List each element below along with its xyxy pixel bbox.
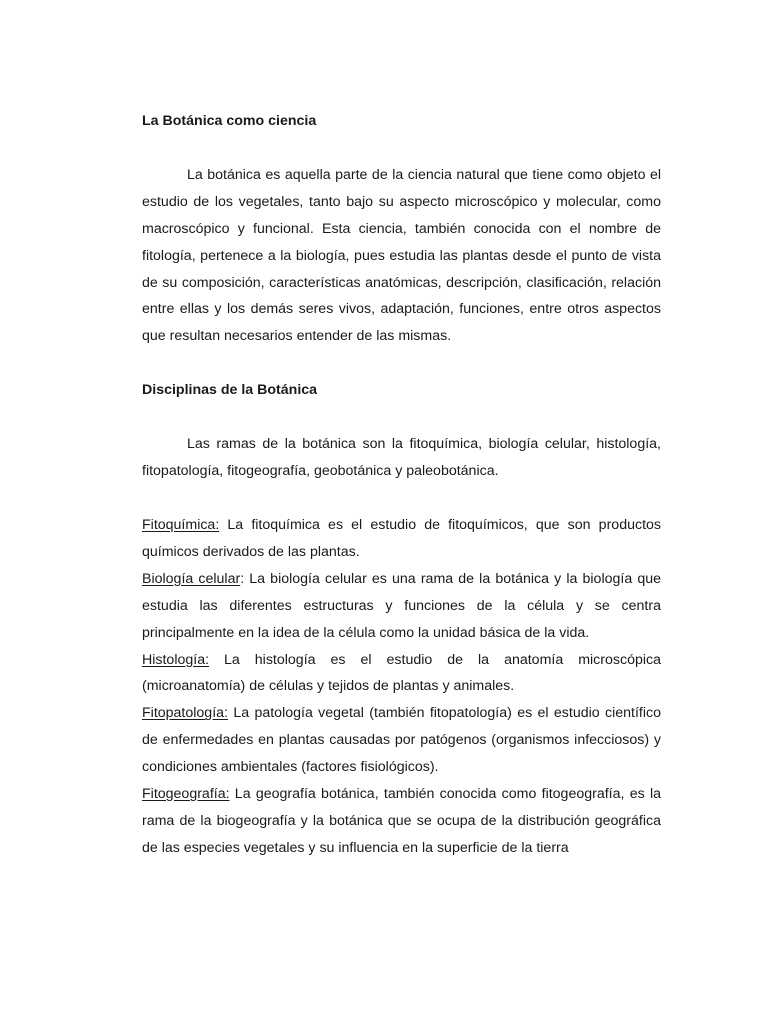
- definition-text: : La biología celular es una rama de la botánica y la biología que estudia las diferentes estructuras y funciones de la célula y se centra principalmente en la idea de la célula como la unidad básica de la vida.: [142, 570, 662, 641]
- definition-text: La patología vegetal (también fitopatología) es el estudio científico de enfermedades en plantas causadas por patógenos (organismos infecciosos) y condiciones ambientales (factores fisiológicos).: [142, 705, 661, 776]
- definition-term: Fitogeografía:: [142, 786, 230, 803]
- definition-text: La histología es el estudio de la anatomía microscópica (microanatomía) de células y tejidos de plantas y animales.: [142, 651, 661, 695]
- spacer: [142, 485, 661, 512]
- definition-fitoquimica: [142, 512, 661, 566]
- definition-fitogeografia: [142, 781, 661, 862]
- definition-term: Histología:: [142, 651, 210, 668]
- definition-term: Fitoquímica:: [142, 516, 220, 533]
- document-body: [142, 108, 661, 862]
- definition-biologia-celular: [142, 566, 661, 647]
- spacer: [142, 350, 661, 377]
- spacer: [142, 404, 661, 431]
- section-heading-disciplinas: Disciplinas de la Botánica: [142, 382, 318, 399]
- paragraph-ramas: Las ramas de la botánica son la fitoquímica, biología celular, histología, fitopatología, fitogeografía, geobotánica y paleobotánica.: [142, 436, 661, 480]
- definition-fitopatologia: [142, 700, 661, 781]
- definition-term: Fitopatología:: [142, 705, 228, 722]
- definition-text: La geografía botánica, también conocida como fitogeografía, es la rama de la biogeografía y la botánica que se ocupa de la distribución geográfica de las especies vegetales y su influencia en la superficie de la tierra: [142, 786, 661, 856]
- section-heading-botanica-ciencia: La Botánica como ciencia: [142, 113, 317, 129]
- definition-text: La fitoquímica es el estudio de fitoquímicos, que son productos químicos derivados de las plantas.: [142, 516, 661, 560]
- spacer: [142, 135, 661, 162]
- paragraph-botanica-definicion: La botánica es aquella parte de la ciencia natural que tiene como objeto el estudio de los vegetales, tanto bajo su aspecto microscópico y molecular, como macroscópico y funcional. Esta ciencia, también conocida con el nombre de fitología, pertenece a la biología, pues estudia las plantas desde el punto de vista de su composición, características anatómicas, descripción, clasificación, relación entre ellas y los demás seres vivos, adaptación, funciones, entre otros aspectos que resultan necesarios entender de las mismas.: [142, 166, 661, 345]
- definition-histologia: [142, 647, 661, 701]
- definition-term: Biología celular: [142, 570, 241, 587]
